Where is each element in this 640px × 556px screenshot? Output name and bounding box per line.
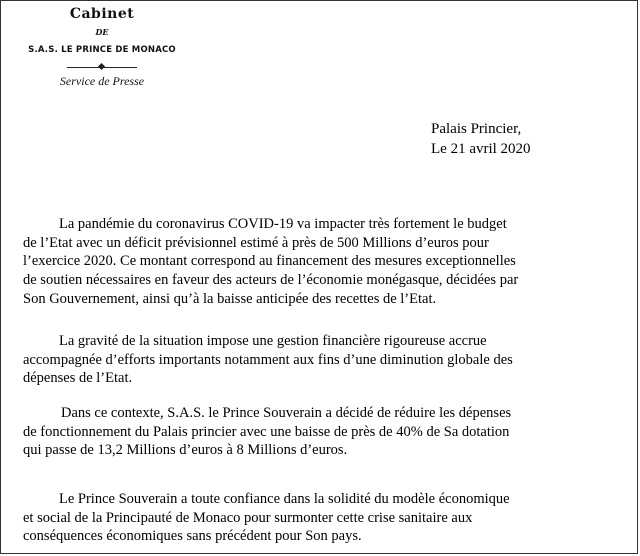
paragraph-4 [23, 490, 510, 546]
body-text [23, 215, 621, 545]
letterhead-prince: S.A.S. LE PRINCE DE MONACO [28, 45, 176, 55]
letterhead [9, 5, 195, 89]
paragraph-line: La pandémie du coronavirus COVID-19 va impacter très fortement le budget [59, 216, 507, 232]
paragraph-line: et social de la Principauté de Monaco pour surmonter cette crise sanitaire aux [23, 509, 473, 526]
paragraph-line: dépenses de l’Etat. [23, 370, 133, 387]
paragraph-line: de soutien nécessaires en faveur des acteurs de l’économie monégasque, décidées par [23, 272, 519, 289]
letterhead-service: Service de Presse [59, 74, 145, 88]
place-line: Palais Princier, [431, 121, 522, 137]
paragraph-2 [23, 332, 513, 388]
paragraph-line: accompagnée d’efforts importants notamment aux fins d’une diminution globale des [23, 351, 513, 368]
paragraph-line: La gravité de la situation impose une gestion financière rigoureuse accrue [59, 333, 487, 349]
paragraph-line: de fonctionnement du Palais princier avec une baisse de près de 40% de Sa dotation [23, 423, 510, 440]
paragraph-line: l’exercice 2020. Ce montant correspond au financement des mesures exceptionnelles [23, 253, 516, 270]
paragraph-1 [23, 215, 621, 309]
letterhead-de: DE [95, 27, 109, 37]
paragraph-line: de l’Etat avec un déficit prévisionnel estimé à près de 500 Millions d’euros pour [23, 234, 489, 251]
ornament-divider [67, 63, 137, 71]
paragraph-line: qui passe de 13,2 Millions d’euros à 8 Millions d’euros. [23, 442, 348, 459]
paragraph-line: conséquences économiques sans précédent pour Son pays. [23, 528, 362, 545]
letterhead-cabinet: Cabinet [69, 6, 135, 22]
place-date-block [431, 119, 531, 159]
date-line: Le 21 avril 2020 [431, 141, 531, 157]
paragraph-line: Son Gouvernement, ainsi qu’à la baisse anticipée des recettes de l’Etat. [23, 290, 437, 307]
paragraph-line: Le Prince Souverain a toute confiance dans la solidité du modèle économique [59, 491, 510, 507]
paragraph-3 [23, 404, 511, 460]
ornament-diamond-icon [98, 63, 105, 70]
paragraph-line: Dans ce contexte, S.A.S. le Prince Souverain a décidé de réduire les dépenses [61, 405, 512, 421]
